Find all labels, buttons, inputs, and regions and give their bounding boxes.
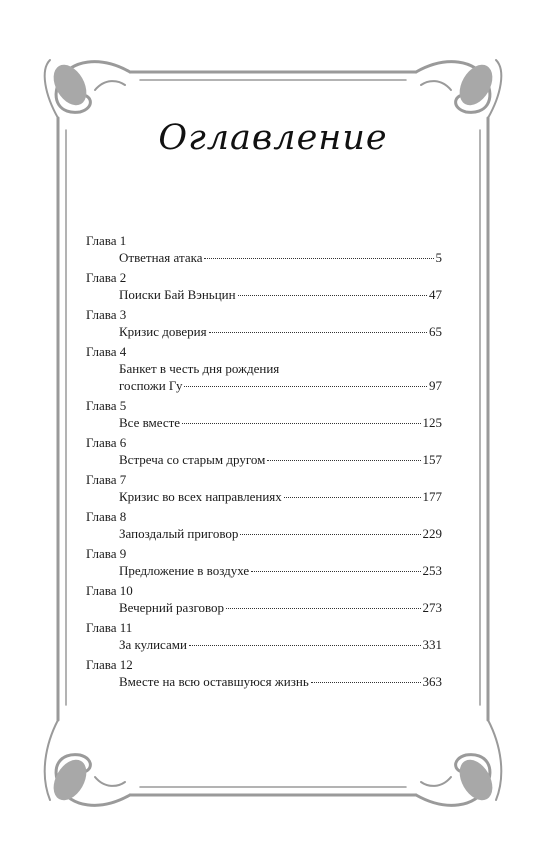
page-title: Оглавление <box>158 118 388 158</box>
dot-leader <box>240 534 420 535</box>
chapter-label: Глава 12 <box>86 657 133 672</box>
toc-entry <box>86 343 442 394</box>
toc-line[interactable] <box>86 562 442 579</box>
chapter-label: Глава 1 <box>86 233 127 248</box>
chapter-title: Встреча со старым другом <box>119 452 266 467</box>
chapter-title: Запоздалый приговор <box>119 526 239 541</box>
toc-line[interactable] <box>86 377 442 394</box>
toc-line[interactable] <box>86 488 442 505</box>
toc-entry <box>86 232 442 266</box>
chapter-label: Глава 11 <box>86 620 133 635</box>
toc-entry <box>86 471 442 505</box>
page-number: 363 <box>422 674 442 689</box>
toc-entry <box>86 434 442 468</box>
chapter-title: Все вместе <box>119 415 181 430</box>
page-number: 97 <box>429 378 442 393</box>
dot-leader <box>238 295 427 296</box>
page-number: 5 <box>435 250 442 265</box>
toc-line[interactable] <box>86 286 442 303</box>
chapter-title: Вечерний разговор <box>119 600 225 615</box>
toc-line[interactable] <box>86 636 442 653</box>
toc-line[interactable] <box>86 673 442 690</box>
dot-leader <box>209 332 427 333</box>
dot-leader <box>182 423 420 424</box>
chapter-title: госпожи Гу <box>119 378 183 393</box>
page-number: 331 <box>422 637 442 652</box>
corner-flourish-top-left <box>45 59 130 118</box>
toc-line[interactable] <box>86 249 442 266</box>
chapter-label: Глава 8 <box>86 509 127 524</box>
toc-entry <box>86 269 442 303</box>
page-number: 157 <box>422 452 442 467</box>
toc-entry <box>86 306 442 340</box>
page-number: 177 <box>422 489 442 504</box>
dot-leader <box>204 258 433 259</box>
page-number: 47 <box>429 287 442 302</box>
dot-leader <box>284 497 421 498</box>
corner-flourish-bottom-right <box>416 720 501 806</box>
toc-entry <box>86 545 442 579</box>
chapter-label: Глава 3 <box>86 307 127 322</box>
corner-flourish-bottom-left <box>45 720 130 806</box>
dot-leader <box>311 682 421 683</box>
chapter-label: Глава 4 <box>86 344 127 359</box>
toc-entry <box>86 619 442 653</box>
dot-leader <box>226 608 420 609</box>
toc-entry <box>86 397 442 431</box>
chapter-title: Кризис доверия <box>119 324 207 339</box>
toc-line[interactable] <box>86 525 442 542</box>
chapter-label: Глава 6 <box>86 435 127 450</box>
toc-line[interactable] <box>86 599 442 616</box>
dot-leader <box>189 645 421 646</box>
chapter-title: Ответная атака <box>119 250 203 265</box>
dot-leader <box>251 571 420 572</box>
chapter-label: Глава 10 <box>86 583 133 598</box>
corner-flourish-top-right <box>416 59 501 118</box>
chapter-label: Глава 5 <box>86 398 127 413</box>
page-number: 125 <box>422 415 442 430</box>
toc-entry <box>86 656 442 690</box>
chapter-title: Поиски Бай Вэньцин <box>119 287 236 302</box>
toc-line[interactable] <box>86 451 442 468</box>
chapter-label: Глава 2 <box>86 270 127 285</box>
toc-entry <box>86 582 442 616</box>
page-number: 65 <box>429 324 442 339</box>
toc-entry <box>86 508 442 542</box>
chapter-title-line1: Банкет в честь дня рождения <box>119 361 280 376</box>
table-of-contents <box>86 232 442 693</box>
chapter-title: Кризис во всех направлениях <box>119 489 282 504</box>
chapter-label: Глава 9 <box>86 546 127 561</box>
page-number: 253 <box>422 563 442 578</box>
dot-leader <box>184 386 427 387</box>
dot-leader <box>267 460 420 461</box>
page-number: 273 <box>422 600 442 615</box>
chapter-title: За кулисами <box>119 637 187 652</box>
chapter-title: Предложение в воздухе <box>119 563 250 578</box>
chapter-title: Вместе на всю оставшуюся жизнь <box>119 674 309 689</box>
chapter-label: Глава 7 <box>86 472 127 487</box>
page-number: 229 <box>422 526 442 541</box>
toc-line[interactable] <box>86 323 442 340</box>
toc-line[interactable] <box>86 414 442 431</box>
